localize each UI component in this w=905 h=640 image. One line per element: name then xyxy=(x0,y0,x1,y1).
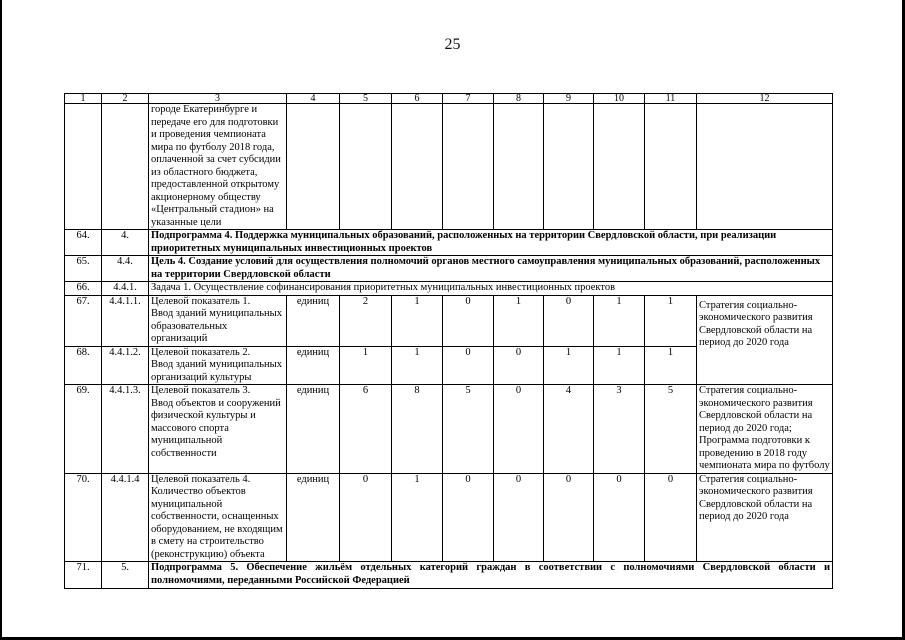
indicator-name: Целевой показатель 4. Количество объектов муниципальной собственности, оснащенных оборудованием, не входящим в смету на строительство (реконструкцию) объекта xyxy=(149,473,287,562)
scan-edge-left xyxy=(0,0,2,640)
row-number: 65. xyxy=(65,256,102,282)
value-cell: 1 xyxy=(340,346,392,385)
row-number: 64. xyxy=(65,230,102,256)
row-code: 5. xyxy=(102,562,149,589)
value-cell: 1 xyxy=(544,346,594,385)
row-number: 70. xyxy=(65,473,102,562)
value-cell: 1 xyxy=(645,346,697,385)
value-cell: 1 xyxy=(392,346,443,385)
row-number: 71. xyxy=(65,562,102,589)
value-cell: 1 xyxy=(594,295,645,346)
table-row-65 xyxy=(65,256,833,282)
col-num: 4 xyxy=(287,94,340,104)
unit: единиц xyxy=(287,385,340,474)
table-row-66 xyxy=(65,282,833,296)
value-cell: 0 xyxy=(443,295,494,346)
value-cell: 1 xyxy=(594,346,645,385)
row-code: 4.4. xyxy=(102,256,149,282)
row-number: 69. xyxy=(65,385,102,474)
row-code: 4.4.1.1. xyxy=(102,295,149,346)
col-num: 3 xyxy=(149,94,287,104)
page-number: 25 xyxy=(444,36,461,53)
value-cell: 0 xyxy=(494,385,544,474)
task-title: Задача 1. Осуществление софинансирования приоритетных муниципальных инвестиционных проектов xyxy=(149,282,833,296)
source-document: Стратегия социально- экономического развития Свердловской области на период до 2020 года; Программа подготовки к проведению в 2018 году чемпионата мира по футболу xyxy=(697,385,833,474)
table-row-71 xyxy=(65,562,833,589)
indicator-name: Целевой показатель 1. Ввод зданий муниципальных образовательных организаций xyxy=(149,295,287,346)
value-cell: 5 xyxy=(443,385,494,474)
table-row-67 xyxy=(65,295,833,346)
value-cell: 1 xyxy=(645,295,697,346)
value-cell: 0 xyxy=(544,473,594,562)
value-cell: 6 xyxy=(340,385,392,474)
col-num: 9 xyxy=(544,94,594,104)
subprogram-title: Подпрограмма 4. Поддержка муниципальных образований, расположенных на территории Свердловской области, при реализации приоритетных муниципальных инвестиционных проектов xyxy=(149,230,833,256)
table-row-69 xyxy=(65,385,833,474)
col-num: 7 xyxy=(443,94,494,104)
row-number: 66. xyxy=(65,282,102,296)
goal-title: Цель 4. Создание условий для осуществления полномочий органов местного самоуправления муниципальных образований, расположенных на территории Свердловской области xyxy=(149,256,833,282)
indicator-name: Целевой показатель 3. Ввод объектов и сооружений физической культуры и массового спорта муниципальной собственности xyxy=(149,385,287,474)
col-num: 5 xyxy=(340,94,392,104)
column-number-row xyxy=(65,94,833,104)
table-row-continued xyxy=(65,104,833,230)
table-row-70 xyxy=(65,473,833,562)
unit: единиц xyxy=(287,346,340,385)
col-num: 10 xyxy=(594,94,645,104)
row-code: 4.4.1.3. xyxy=(102,385,149,474)
row-number: 68. xyxy=(65,346,102,385)
value-cell: 1 xyxy=(392,295,443,346)
col-num: 6 xyxy=(392,94,443,104)
value-cell: 3 xyxy=(594,385,645,474)
subprogram-title: Подпрограмма 5. Обеспечение жильём отдельных категорий граждан в соответствии с полномочиями Свердловской области и полномочиями, переданными Российской Федерацией xyxy=(149,562,833,589)
row-code: 4. xyxy=(102,230,149,256)
indicator-table xyxy=(64,93,833,589)
value-cell: 0 xyxy=(443,346,494,385)
value-cell: 0 xyxy=(494,346,544,385)
col-num: 12 xyxy=(697,94,833,104)
continued-text: городе Екатеринбурге и передаче его для подготовки и проведения чемпионата мира по футболу 2018 года, оплаченной за счет субсидии из областного бюджета, предоставленной открытому акционерному обществу «Центральный стадион» на указанные цели xyxy=(149,104,287,230)
value-cell: 5 xyxy=(645,385,697,474)
unit: единиц xyxy=(287,295,340,346)
row-code: 4.4.1. xyxy=(102,282,149,296)
value-cell: 0 xyxy=(443,473,494,562)
unit: единиц xyxy=(287,473,340,562)
value-cell: 4 xyxy=(544,385,594,474)
value-cell: 0 xyxy=(494,473,544,562)
value-cell: 1 xyxy=(494,295,544,346)
value-cell: 0 xyxy=(544,295,594,346)
value-cell: 0 xyxy=(645,473,697,562)
col-num: 8 xyxy=(494,94,544,104)
value-cell: 1 xyxy=(392,473,443,562)
col-num: 1 xyxy=(65,94,102,104)
row-code: 4.4.1.4 xyxy=(102,473,149,562)
value-cell: 2 xyxy=(340,295,392,346)
source-document: Стратегия социально- экономического развития Свердловской области на период до 2020 года xyxy=(697,473,833,562)
row-code: 4.4.1.2. xyxy=(102,346,149,385)
indicator-name: Целевой показатель 2. Ввод зданий муниципальных организаций культуры xyxy=(149,346,287,385)
col-num: 2 xyxy=(102,94,149,104)
value-cell: 0 xyxy=(340,473,392,562)
value-cell: 8 xyxy=(392,385,443,474)
value-cell: 0 xyxy=(594,473,645,562)
col-num: 11 xyxy=(645,94,697,104)
row-number: 67. xyxy=(65,295,102,346)
source-document: Стратегия социально- экономического развития Свердловской области на период до 2020 года xyxy=(697,295,833,385)
table-row-64 xyxy=(65,230,833,256)
